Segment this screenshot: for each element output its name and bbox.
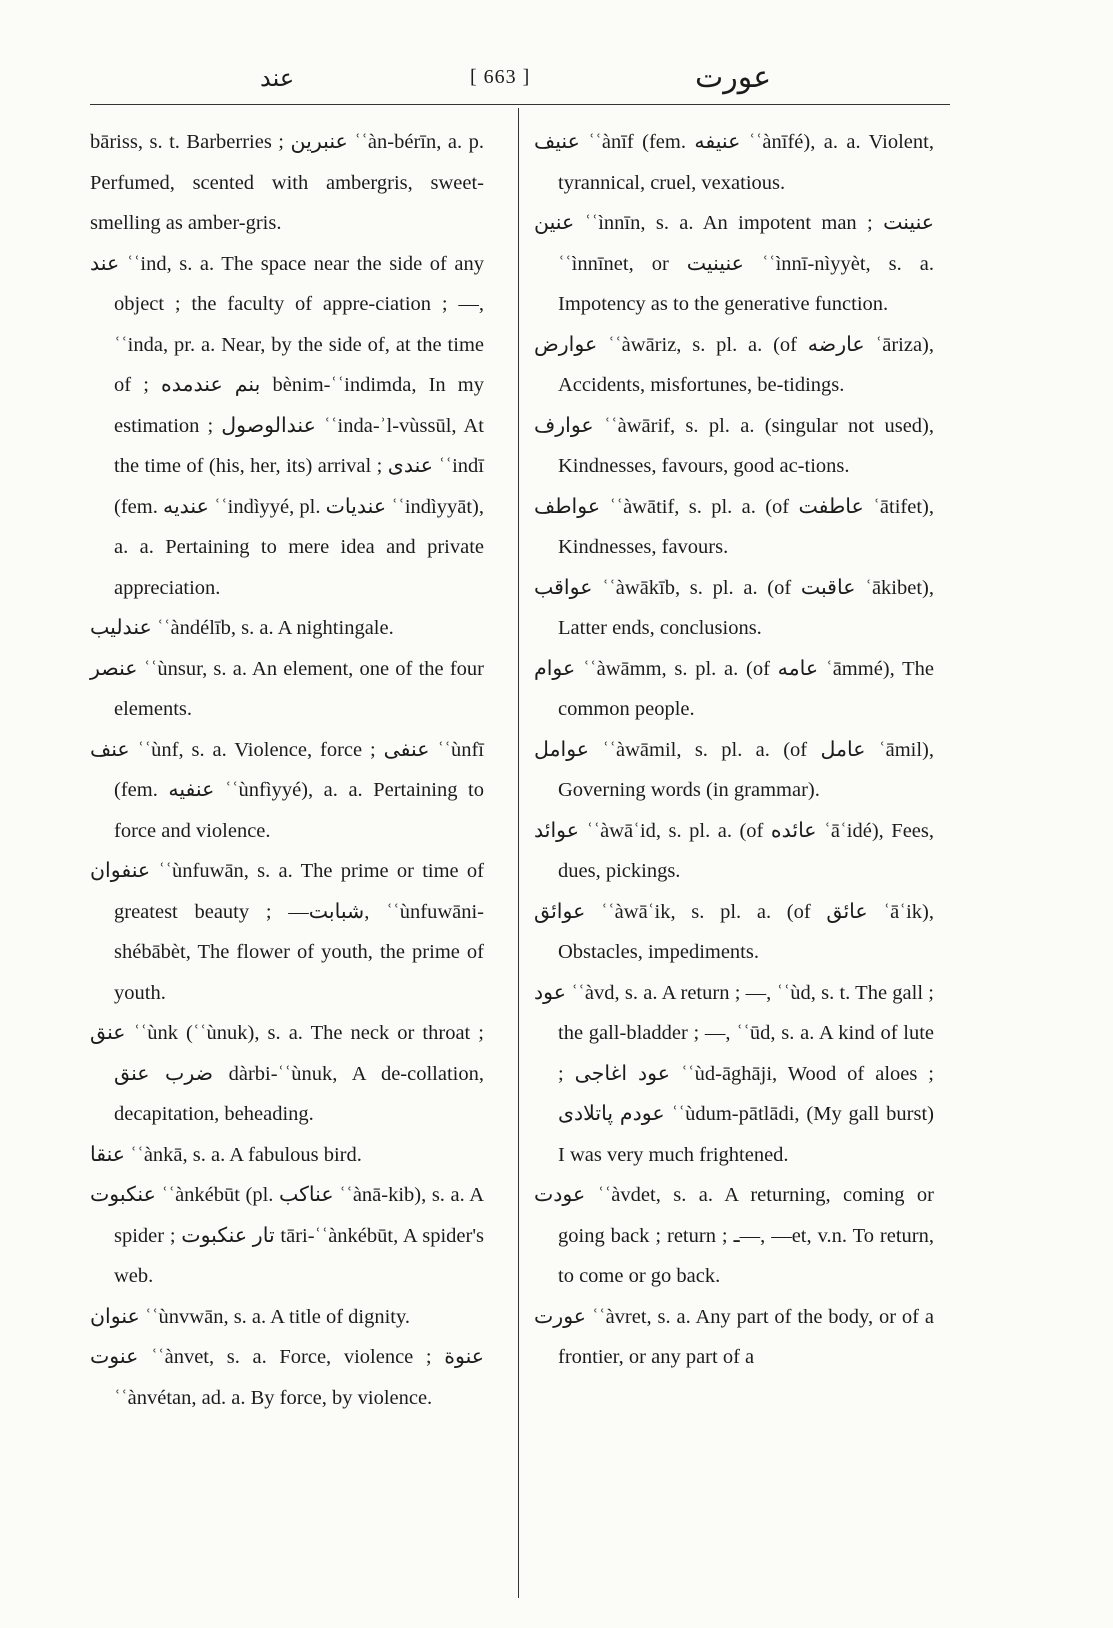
dictionary-entry: عوامل ʿʿàwāmil, s. pl. a. (of عامل ʿāmil), Governing words (in grammar). (534, 738, 935, 801)
right-column (534, 122, 934, 1378)
left-column (90, 122, 484, 1418)
dictionary-entry: عوائق ʿʿàwāʿik, s. pl. a. (of عائق ʿāʿik), Obstacles, impediments. (534, 900, 935, 963)
dictionary-entry: عورت ʿʿàvret, s. a. Any part of the body, or of a frontier, or any part of a (534, 1305, 934, 1368)
dictionary-entry: عوارض ʿʿàwāriz, s. pl. a. (of عارضه ʿāriza), Accidents, misfortunes, be-tidings. (534, 333, 934, 396)
dictionary-entry: عنوان ʿʿùnvwān, s. a. A title of dignity. (90, 1305, 411, 1328)
page-number: [ 663 ] (470, 66, 531, 88)
dictionary-entry: عنقا ʿʿànkā, s. a. A fabulous bird. (90, 1143, 362, 1166)
dictionary-entry: عنفوان ʿʿùnfuwān, s. a. The prime or time of greatest beauty ; —شبابت, ʿʿùnfuwāni-shébābèt, The flower of youth, the prime of youth. (90, 860, 484, 1004)
dictionary-entry: bāriss, s. t. Barberries ; عنبرين ʿʿàn-bérīn, a. p. Perfumed, scented with ambergris, sweet-smelling as amber-gris. (90, 131, 484, 234)
dictionary-entry: عواطف ʿʿàwātif, s. pl. a. (of عاطفت ʿātifet), Kindnesses, favours. (534, 495, 934, 558)
dictionary-entry: عودت ʿʿàvdet, s. a. A returning, coming or going back ; return ; ـ—, —et, v.n. To return, to come or go back. (534, 1184, 934, 1287)
page-header (90, 58, 950, 102)
dictionary-entry: عندليب ʿʿàndélīb, s. a. A nightingale. (90, 617, 394, 639)
dictionary-entry: عنين ʿʿìnnīn, s. a. An impotent man ; عنينت ʿʿìnnīnet, or عنينيت ʿʿìnnī-nìyyèt, s. a. Impotency as to the generative function. (534, 212, 934, 315)
header-rule (90, 104, 950, 105)
dictionary-entry: عنصر ʿʿùnsur, s. a. An element, one of the four elements. (90, 657, 484, 720)
header-left-catchword: عند (260, 66, 295, 92)
column-divider (518, 108, 519, 1598)
dictionary-entry: عوام ʿʿàwāmm, s. pl. a. (of عامه ʿāmmé), The common people. (534, 657, 934, 720)
header-right-catchword: عورت (695, 61, 772, 94)
dictionary-entry: عود ʿʿàvd, s. a. A return ; —, ʿʿùd, s. t. The gall ; the gall-bladder ; —, ʿʿūd, s. a. A kind of lute ; عود اغاجى ʿʿùd-āghāji, Wood of aloes ; عودم پاتلادى ʿʿùdum-pātlādi, (My gall burst) I was very much frightened. (534, 981, 934, 1166)
dictionary-entry: عواقب ʿʿàwākīb, s. pl. a. (of عاقبت ʿākibet), Latter ends, conclusions. (534, 576, 934, 639)
dictionary-entry: عنق ʿʿùnk (ʿʿùnuk), s. a. The neck or throat ; ضرب عنق dàrbi-ʿʿùnuk, A de-collation, decapitation, beheading. (90, 1022, 484, 1125)
dictionary-entry: عوائد ʿʿàwāʿid, s. pl. a. (of عائده ʿāʿidé), Fees, dues, pickings. (534, 819, 935, 882)
dictionary-entry: عنوت ʿʿànvet, s. a. Force, violence ; عنوة ʿʿànvétan, ad. a. By force, by violence. (90, 1346, 484, 1409)
dictionary-entry: عنف ʿʿùnf, s. a. Violence, force ; عنفى ʿʿùnfī (fem. عنفيه ʿʿùnfìyyé), a. a. Pertaining to force and violence. (90, 738, 484, 842)
dictionary-entry: عند ʿʿind, s. a. The space near the side of any object ; the faculty of appre-ciation ; —, ʿʿinda, pr. a. Near, by the side of, at the time of ; بنم عندمده bènim-ʿʿindimda, In my estimation ; عندالوصول ʿʿinda-ʾl-vùssūl, At the time of (his, her, its) arrival ; عندى ʿʿindī (fem. عنديه ʿʿindìyyé, pl. عنديات ʿʿindìyyāt), a. a. Pertaining to mere idea and private appreciation. (90, 252, 484, 599)
dictionary-entry: عوارف ʿʿàwārif, s. pl. a. (singular not used), Kindnesses, favours, good ac-tions. (534, 414, 934, 477)
dictionary-entry: عنكبوت ʿʿànkébūt (pl. عناكب ʿʿànā-kib), s. a. A spider ; تار عنكبوت tāri-ʿʿànkébūt, A spider's web. (90, 1184, 484, 1287)
dictionary-entry: عنيف ʿʿànīf (fem. عنيفه ʿʿànīfé), a. a. Violent, tyrannical, cruel, vexatious. (534, 131, 934, 194)
